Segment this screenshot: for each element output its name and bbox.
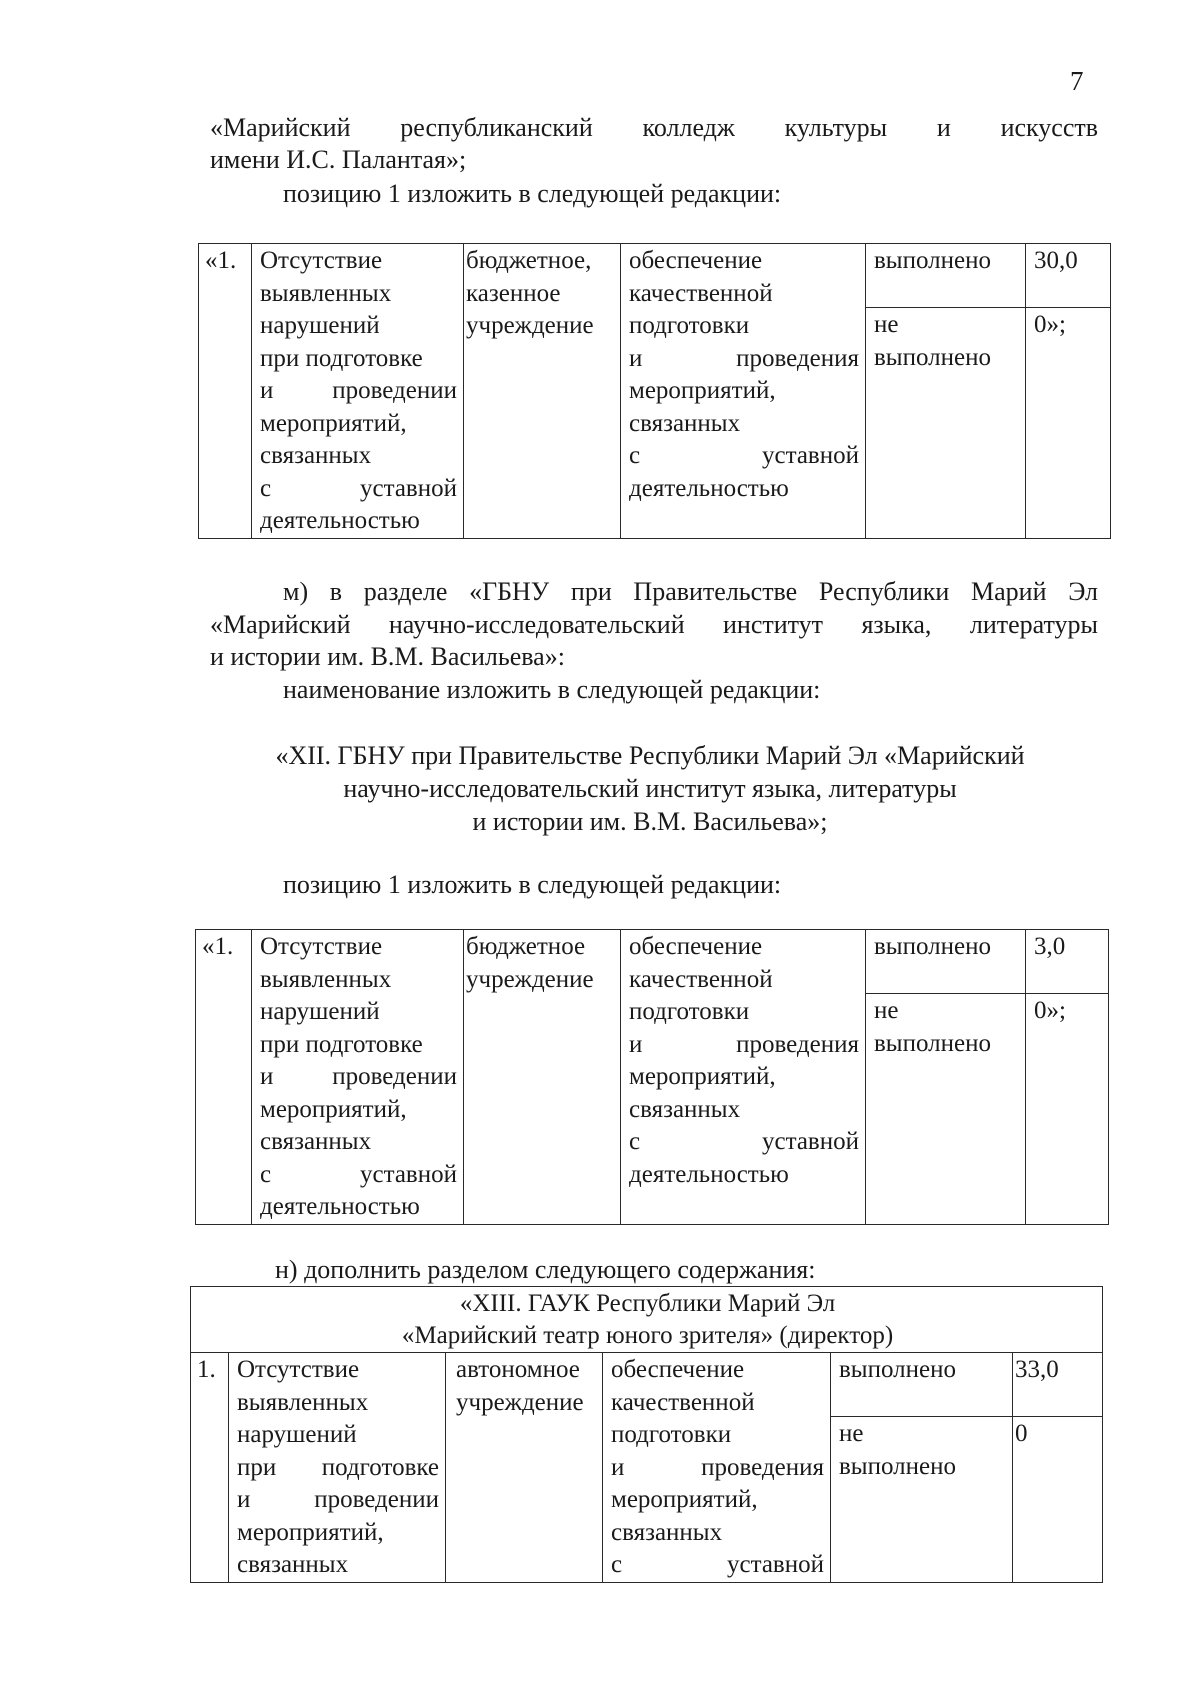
section-m-line-1: м) в разделе «ГБНУ при Правительстве Республики Марий Эл [283,577,1098,606]
table-cell-indicator: Отсутствие выявленных нарушений при подготовке и проведении мероприятий, связанных с уставной деятельностью [252,930,464,1225]
position-line-2: позицию 1 изложить в следующей редакции: [283,870,782,899]
table-cell-number: 1. [191,1353,229,1583]
table-cell-number: «1. [196,930,252,1225]
criteria-table-1 [198,243,1111,539]
heading-xii-line-3: и истории им. В.М. Васильева»; [472,807,828,836]
table-cell-status-not-done: не выполнено [866,994,1026,1225]
heading-xii-line-2: научно-исследовательский институт языка, литературы [343,774,957,803]
table-cell-value-not-done: 0»; [1026,994,1109,1225]
table-cell-status-done: выполнено [831,1353,1013,1417]
criteria-table-2 [195,929,1109,1225]
page-number: 7 [1070,66,1084,96]
criteria-table-3 [190,1286,1103,1583]
table-cell-status-done: выполнено [866,244,1026,308]
table-cell-indicator: Отсутствие выявленных нарушений при подготовке и проведении мероприятий, связанных [229,1353,446,1583]
table-cell-institution: бюджетное, казенное учреждение [464,244,621,539]
heading-xii-line-1: «XII. ГБНУ при Правительстве Республики Марий Эл «Марийский [275,741,1025,770]
table-cell-institution: бюджетное учреждение [464,930,621,1225]
table-cell-goal: обеспечение качественной подготовки и проведения мероприятий, связанных с уставной деятельностью [621,244,866,539]
intro-line-3: позицию 1 изложить в следующей редакции: [283,179,782,208]
section-m-line-3: и истории им. В.М. Васильева»: [210,642,565,671]
table-cell-indicator: Отсутствие выявленных нарушений при подготовке и проведении мероприятий, связанных с уставной деятельностью [252,244,464,539]
table-cell-institution: автономное учреждение [446,1353,603,1583]
table-cell-status-not-done: не выполнено [831,1417,1013,1583]
section-n-line: н) дополнить разделом следующего содержания: [275,1255,816,1284]
section-m-line-2: «Марийский научно-исследовательский институт языка, литературы [210,610,1098,639]
table-cell-value-done: 3,0 [1026,930,1109,994]
intro-line-2: имени И.С. Палантая»; [210,145,467,174]
table-cell-value-not-done: 0»; [1026,308,1111,539]
table-cell-goal: обеспечение качественной подготовки и проведения мероприятий, связанных с уставной [603,1353,831,1583]
table-cell-value-done: 33,0 [1013,1353,1103,1417]
table-section-header: «XIII. ГАУК Республики Марий Эл «Марийский театр юного зрителя» (директор) [191,1287,1103,1353]
table-cell-value-not-done: 0 [1013,1417,1103,1583]
table-cell-value-done: 30,0 [1026,244,1111,308]
section-m-line-4: наименование изложить в следующей редакции: [283,675,821,704]
table-cell-status-not-done: не выполнено [866,308,1026,539]
table-cell-goal: обеспечение качественной подготовки и проведения мероприятий, связанных с уставной деятельностью [621,930,866,1225]
table-cell-number: «1. [199,244,252,539]
table-cell-status-done: выполнено [866,930,1026,994]
intro-line-1: «Марийский республиканский колледж культуры и искусств [210,113,1098,142]
